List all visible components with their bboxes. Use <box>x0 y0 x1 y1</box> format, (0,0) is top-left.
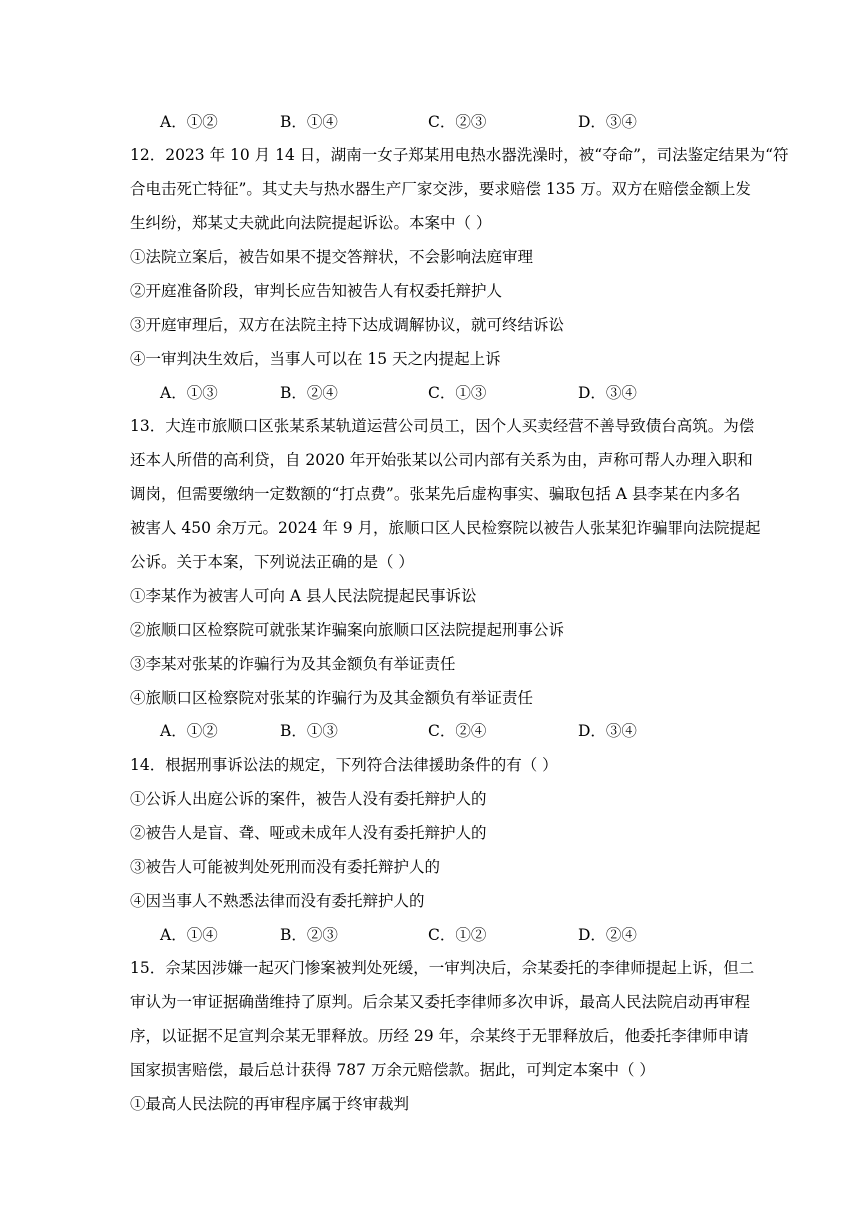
q11-option-d: D．③④ <box>578 113 637 131</box>
q15-stem-line: 国家损害赔偿，最后总计获得 787 万余元赔偿款。据此，可判定本案中（ ） <box>130 1061 655 1079</box>
q14-statement-1: ①公诉人出庭公诉的案件，被告人没有委托辩护人的 <box>130 790 487 808</box>
q12-statement-3: ③开庭审理后，双方在法院主持下达成调解协议，就可终结诉讼 <box>130 316 565 334</box>
q12-option-b: B．②④ <box>280 384 338 402</box>
q15-statement-1: ①最高人民法院的再审程序属于终审裁判 <box>130 1095 410 1113</box>
q14-statement-2: ②被告人是盲、聋、哑或未成年人没有委托辩护人的 <box>130 824 487 842</box>
q13-statement-3: ③李某对张某的诈骗行为及其金额负有举证责任 <box>130 655 456 673</box>
q12-statement-1: ①法院立案后，被告如果不提交答辩状，不会影响法庭审理 <box>130 248 534 266</box>
q13-option-b: B．①③ <box>280 722 338 740</box>
q11-option-c: C．②③ <box>428 113 487 131</box>
q15-stem-line: 序，以证据不足宣判佘某无罪释放。历经 29 年，佘某终于无罪释放后，他委托李律师申请 <box>130 1027 749 1045</box>
q15-stem-line: 15．佘某因涉嫌一起灭门惨案被判处死缓，一审判决后，佘某委托的李律师提起上诉，但二 <box>130 959 755 977</box>
q13-stem-line: 还本人所借的高利贷，自 2020 年开始张某以公司内部有关系为由，声称可帮人办理入职和 <box>130 451 753 469</box>
q13-option-d: D．③④ <box>578 722 637 740</box>
q12-stem-line: 生纠纷，郑某丈夫就此向法院提起诉讼。本案中（ ） <box>130 214 492 232</box>
q12-option-a: A．①③ <box>160 384 218 402</box>
q14-option-d: D．②④ <box>578 926 637 944</box>
q13-stem-line: 调岗，但需要缴纳一定数额的“打点费”。张某先后虚构事实、骗取包括 A 县李某在内多名 <box>130 485 741 503</box>
q12-option-d: D．③④ <box>578 384 637 402</box>
q13-stem-line: 公诉。关于本案，下列说法正确的是（ ） <box>130 553 414 571</box>
q12-statement-2: ②开庭准备阶段，审判长应告知被告人有权委托辩护人 <box>130 282 503 300</box>
q11-options <box>130 112 740 132</box>
q14-option-b: B．②③ <box>280 926 338 944</box>
q14-option-c: C．①② <box>428 926 487 944</box>
q13-option-c: C．②④ <box>428 722 487 740</box>
q14-stem-line: 14．根据刑事诉讼法的规定，下列符合法律援助条件的有（ ） <box>130 756 558 774</box>
q13-option-a: A．①② <box>160 722 218 740</box>
q12-stem-line: 合电击死亡特征”。其丈夫与热水器生产厂家交涉，要求赔偿 135 万。双方在赔偿金额上发 <box>130 180 751 198</box>
q14-statement-3: ③被告人可能被判处死刑而没有委托辩护人的 <box>130 858 441 876</box>
q13-statement-1: ①李某作为被害人可向 A 县人民法院提起民事诉讼 <box>130 587 477 605</box>
q12-options <box>130 383 740 403</box>
q11-option-a: A．①② <box>160 113 218 131</box>
q12-stem-line: 12．2023 年 10 月 14 日，湖南一女子郑某用电热水器洗澡时，被“夺命”，司法鉴定结果为“符 <box>130 146 789 164</box>
q13-statement-4: ④旅顺口区检察院对张某的诈骗行为及其金额负有举证责任 <box>130 689 534 707</box>
q13-options <box>130 721 740 741</box>
q13-statement-2: ②旅顺口区检察院可就张某诈骗案向旅顺口区法院提起刑事公诉 <box>130 621 565 639</box>
q11-option-b: B．①④ <box>280 113 338 131</box>
q14-options <box>130 925 740 945</box>
q13-stem-line: 被害人 450 余万元。2024 年 9 月，旅顺口区人民检察院以被告人张某犯诈骗罪向法院提起 <box>130 519 761 537</box>
q14-statement-4: ④因当事人不熟悉法律而没有委托辩护人的 <box>130 892 425 910</box>
q12-option-c: C．①③ <box>428 384 487 402</box>
q12-statement-4: ④一审判决生效后，当事人可以在 15 天之内提起上诉 <box>130 350 501 368</box>
q15-stem-line: 审认为一审证据确凿维持了原判。后佘某又委托李律师多次申诉，最高人民法院启动再审程 <box>130 993 751 1011</box>
q14-option-a: A．①④ <box>160 926 218 944</box>
q13-stem-line: 13．大连市旅顺口区张某系某轨道运营公司员工，因个人买卖经营不善导致债台高筑。为偿 <box>130 417 755 435</box>
